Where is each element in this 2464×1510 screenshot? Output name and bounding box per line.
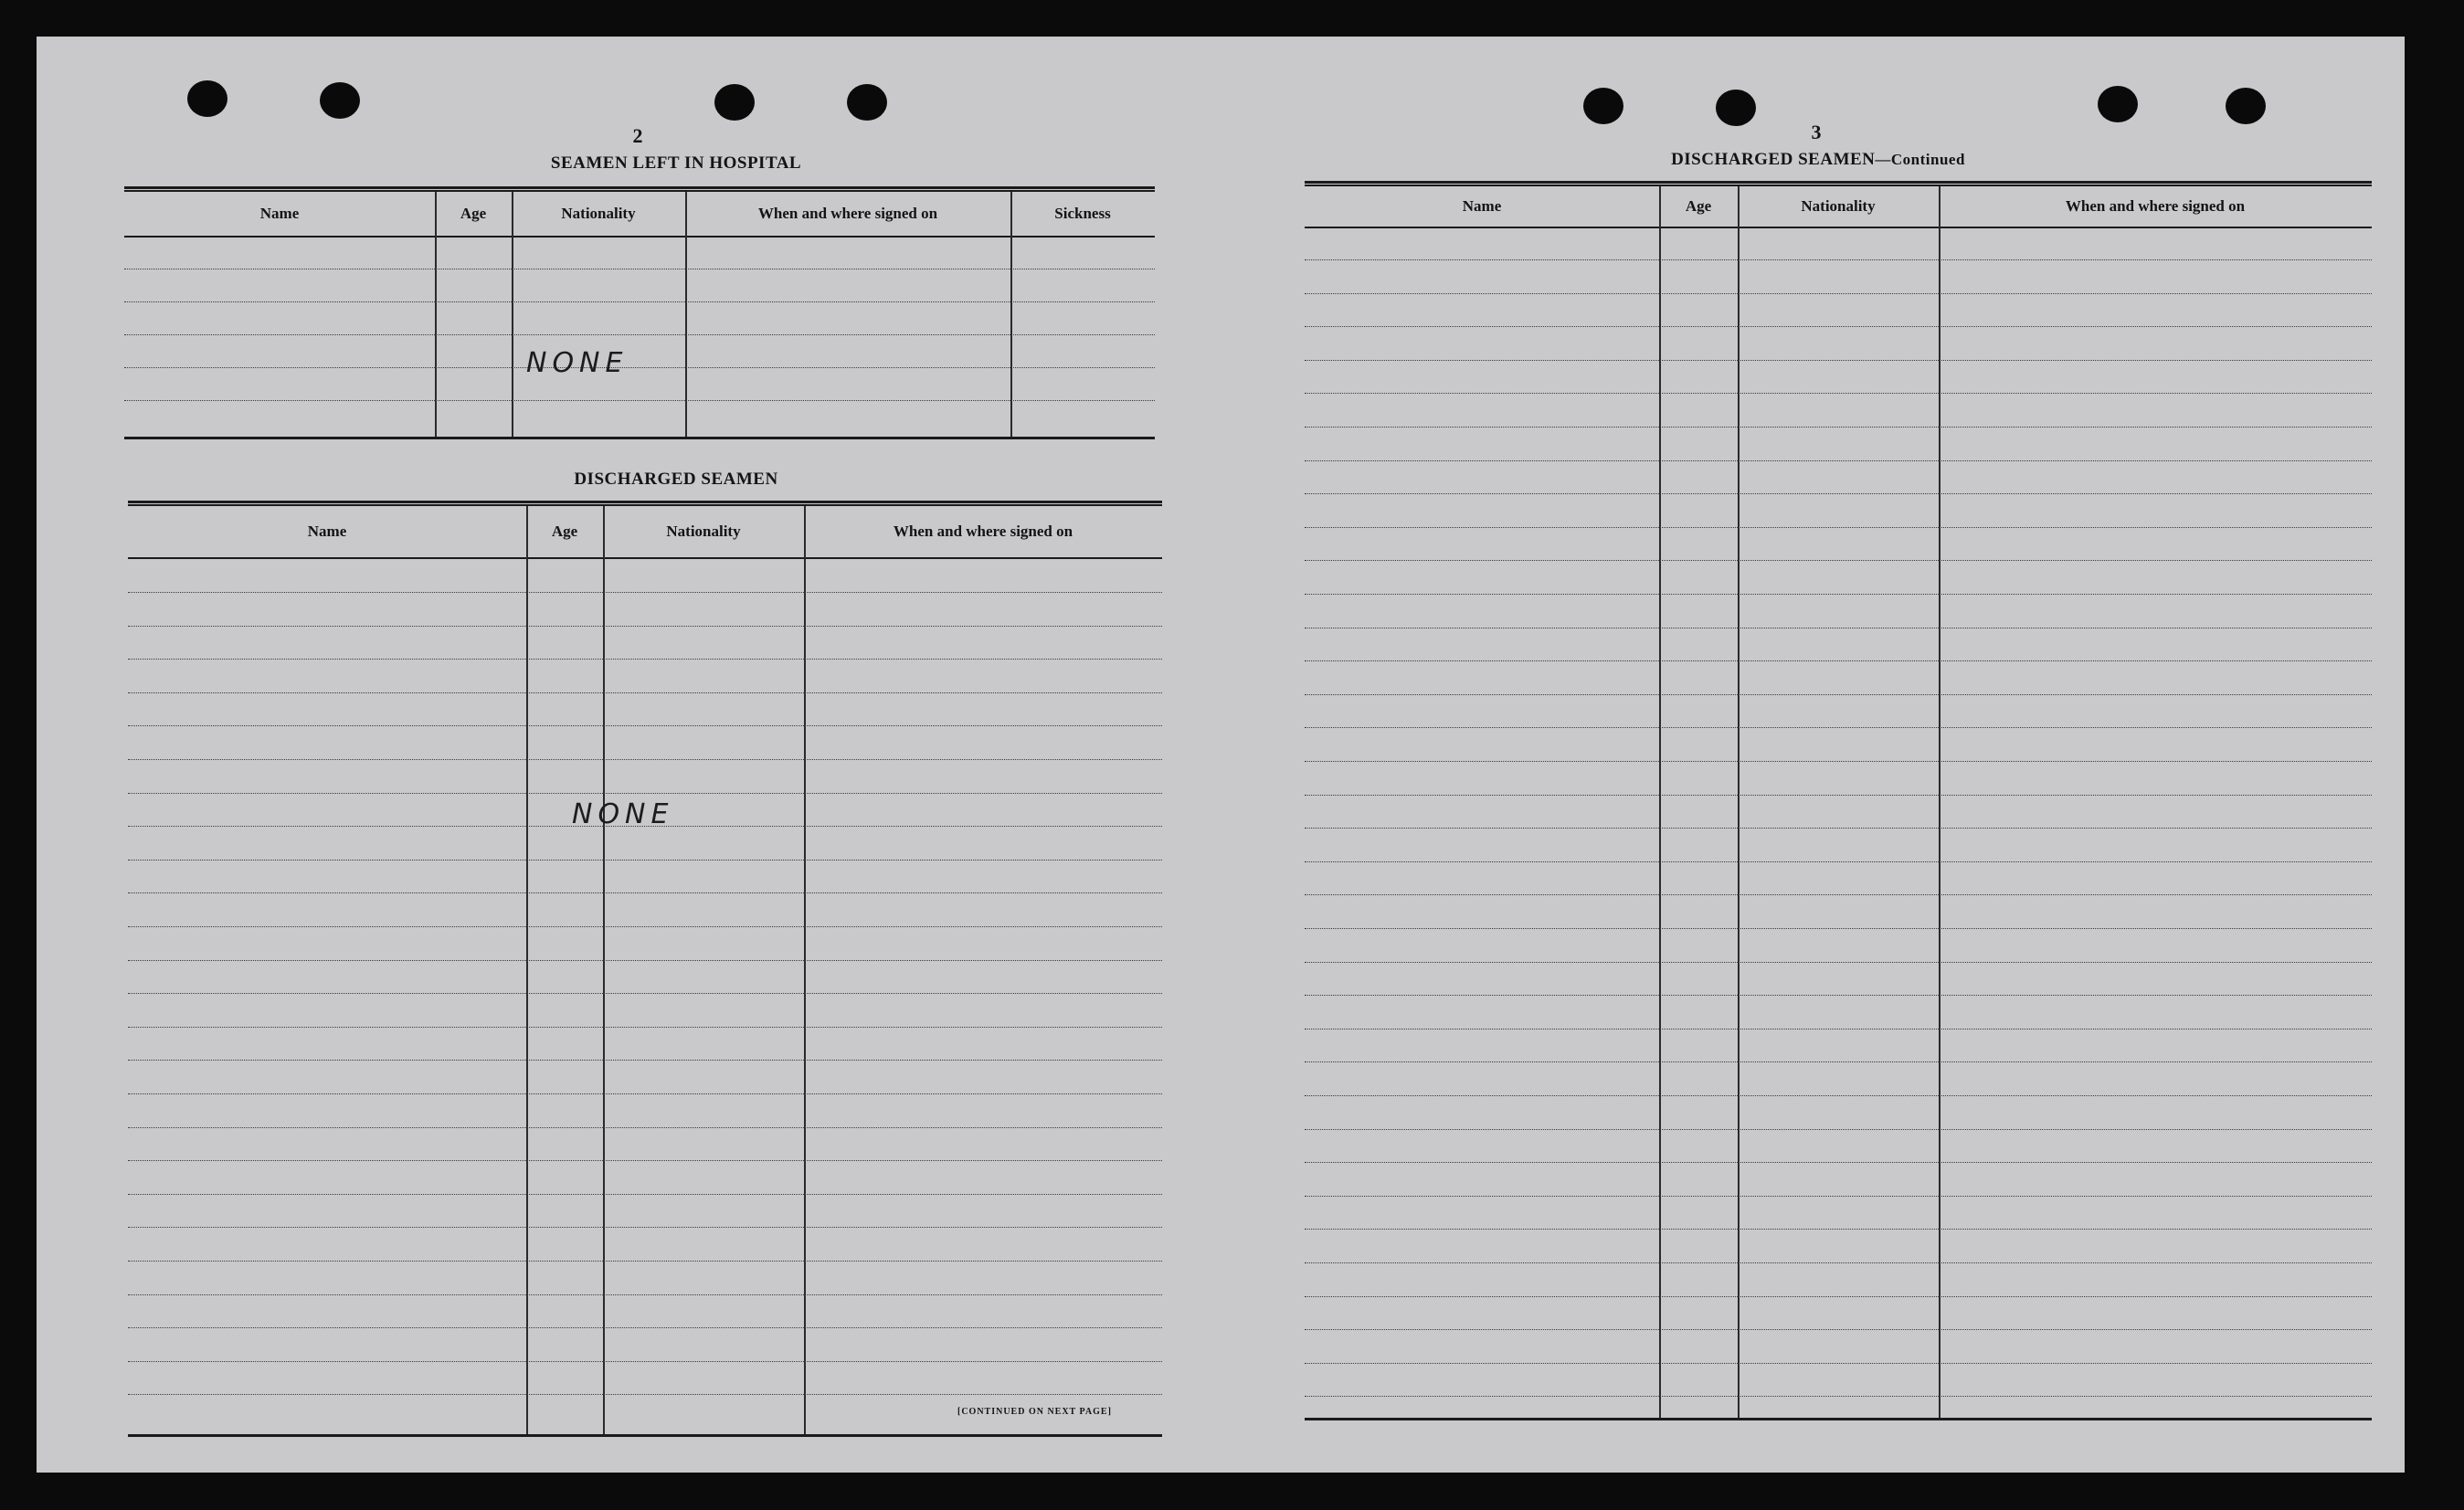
punch-hole: [2098, 86, 2138, 122]
handwritten-none: NONE: [526, 347, 629, 379]
page-number-left: 2: [632, 124, 643, 147]
table-row: [1305, 259, 2372, 260]
table-row: [1305, 828, 2372, 829]
table-row: [128, 592, 1162, 593]
table-row: [128, 626, 1162, 627]
title-suffix: —Continued: [1875, 151, 1965, 168]
table-row: [1305, 928, 2372, 929]
punch-hole: [1583, 88, 1623, 124]
table-row: [128, 1227, 1162, 1228]
column-header-signed-on: When and where signed on: [893, 523, 1073, 540]
discharged-table-left: [128, 501, 1162, 1441]
table-row: [128, 1394, 1162, 1395]
hospital-section-title: SEAMEN LEFT IN HOSPITAL: [550, 153, 802, 173]
table-row: [1305, 594, 2372, 595]
table-row: [124, 400, 1155, 401]
table-row: [1305, 1229, 2372, 1230]
table-row: [128, 960, 1162, 961]
punch-hole: [320, 82, 360, 119]
continued-footnote: [CONTINUED ON NEXT PAGE]: [957, 1407, 1112, 1417]
table-row: [128, 1027, 1162, 1028]
table-row: [128, 926, 1162, 927]
table-row: [1305, 326, 2372, 327]
table-row: [128, 725, 1162, 726]
table-row: [128, 1093, 1162, 1094]
table-row: [128, 892, 1162, 893]
table-row: [1305, 1262, 2372, 1263]
discharged-table-right: [1305, 181, 2372, 1425]
column-header-age: Age: [460, 205, 487, 222]
column-header-age: Age: [1685, 197, 1712, 215]
table-row: [1305, 560, 2372, 561]
table-row: [1305, 393, 2372, 394]
column-header-name: Name: [307, 523, 347, 540]
page-number-right: 3: [1811, 121, 1822, 143]
table-row: [1305, 1363, 2372, 1364]
table-row: [1305, 293, 2372, 294]
table-row: [128, 1194, 1162, 1195]
table-row: [128, 860, 1162, 861]
discharged-section-title: DISCHARGED SEAMEN: [574, 470, 778, 489]
discharged-continued-title: [1590, 150, 2046, 170]
table-row: [1305, 861, 2372, 862]
table-row: [124, 367, 1155, 368]
table-row: [128, 1261, 1162, 1262]
punch-hole: [2226, 88, 2266, 124]
table-row: [128, 1294, 1162, 1295]
table-row: [1305, 460, 2372, 461]
column-header-signed-on: When and where signed on: [2065, 197, 2246, 215]
table-row: [1305, 1296, 2372, 1297]
column-header-name: Name: [1462, 197, 1502, 215]
table-row: [124, 301, 1155, 302]
table-row: [1305, 1162, 2372, 1163]
title-main: DISCHARGED SEAMEN: [1671, 150, 1876, 169]
punch-hole: [847, 84, 887, 121]
column-header-age: Age: [551, 523, 578, 540]
table-row: [128, 692, 1162, 693]
column-header-signed-on: When and where signed on: [757, 205, 938, 222]
table-row: [128, 1127, 1162, 1128]
table-row: [1305, 660, 2372, 661]
table-row: [1305, 1329, 2372, 1330]
table-row: [1305, 427, 2372, 428]
table-row: [1305, 527, 2372, 528]
table-row: [1305, 694, 2372, 695]
punch-hole: [187, 80, 227, 117]
table-row: [128, 1060, 1162, 1061]
table-row: [1305, 493, 2372, 494]
table-row: [1305, 727, 2372, 728]
table-row: [1305, 1196, 2372, 1197]
table-row: [128, 793, 1162, 794]
hospital-table: [124, 186, 1155, 442]
table-row: [128, 1327, 1162, 1328]
table-row: [1305, 761, 2372, 762]
column-header-nationality: Nationality: [561, 205, 636, 222]
table-row: [1305, 795, 2372, 796]
table-row: [1305, 1061, 2372, 1062]
punch-hole: [714, 84, 755, 121]
column-header-name: Name: [259, 205, 300, 222]
table-row: [128, 659, 1162, 660]
table-row: [1305, 962, 2372, 963]
handwritten-none: NONE: [572, 798, 674, 830]
table-row: [1305, 1396, 2372, 1397]
table-row: [1305, 894, 2372, 895]
column-header-nationality: Nationality: [1801, 197, 1876, 215]
table-row: [1305, 1129, 2372, 1130]
table-row: [128, 759, 1162, 760]
form-sheet: [37, 37, 2405, 1473]
table-row: [1305, 995, 2372, 996]
column-header-sickness: Sickness: [1054, 205, 1111, 222]
table-row: [128, 993, 1162, 994]
punch-hole: [1716, 90, 1756, 126]
table-row: [1305, 1095, 2372, 1096]
table-row: [1305, 360, 2372, 361]
column-header-nationality: Nationality: [666, 523, 741, 540]
table-row: [128, 1160, 1162, 1161]
table-row: [128, 1361, 1162, 1362]
table-row: [124, 334, 1155, 335]
table-row: [1305, 1029, 2372, 1030]
